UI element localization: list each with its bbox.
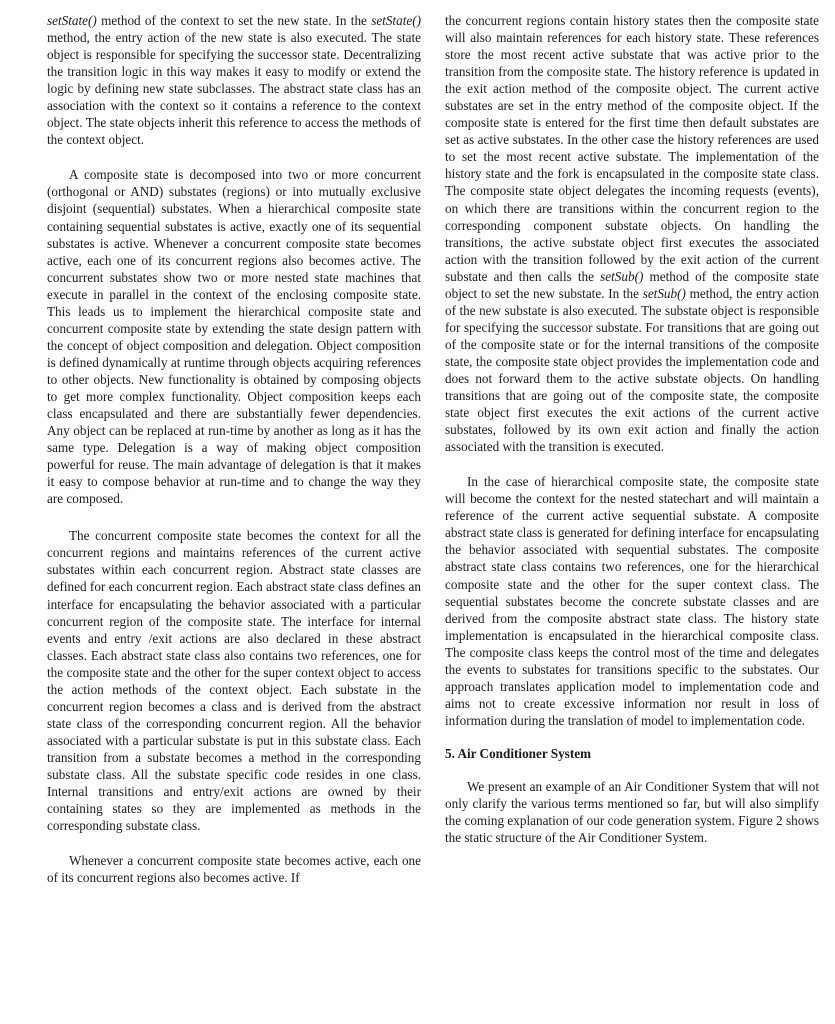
right-column <box>445 12 819 846</box>
paragraph-history-states: the concurrent regions contain history states then the composite state will also maintain references for each history state. These references store the most recent active substate that was active prior to the transition from the composite state. The history reference is updated in the exit action method of the composite object. The current active substates are set in the entry method of the composite object. If the composite state is entered for the first time then default substates are set as active substates. In the other case the history references are used to set the most recent active substate. The implementation of the history state and the fork is encapsulated in the composite state class. The composite state object delegates the incoming requests (events), on which there are transitions within the concurrent region to the corresponding component substate objects. On handling the transitions, the active substate object first executes the associated action with the transition followed by the exit action of the current substate and then calls the setSub() method of the composite state object to set the new substate. In the setSub() method, the entry action of the new substate is also executed. The substate object is responsible for specifying the successor substate. For transitions that are going out of the composite state or for the internal transitions of the composite state, the composite state object provides the implementation code and does not forward them to the active substate objects. On handling transitions that are going out of the composite state, the composite state object first executes the exit actions of the current active substates, followed by its own exit action and finally the action associated with the transition is executed. <box>445 13 820 455</box>
paragraph-concurrent-regions-active: Whenever a concurrent composite state becomes active, each one of its concurrent regions also becomes active. If <box>47 853 421 886</box>
method-name: setState() <box>47 13 97 28</box>
method-name: setSub() <box>600 268 644 284</box>
paragraph-air-conditioner-intro: We present an example of an Air Conditioner System that will not only clarify the various terms mentioned so far, but will also simplify the coming explanation of our code generation system. Figure 2 shows the static structure of the Air Conditioner System. <box>445 778 819 846</box>
paragraph-composite-state: A composite state is decomposed into two or more concurrent (orthogonal or AND) substates (regions) or into mutually exclusive disjoint (sequential) substates. When a hierarchical composite state containing sequential substates is active, exactly one of its sequential substates is active. Whenever a concurrent composite state becomes active, each one of its concurrent regions also becomes active. The concurrent substates show two or more nested state machines that execute in parallel in the context of the enclosing composite state. This leads us to implement the hierarchical composite state and concurrent composite state by extending the state design pattern with the concept of object composition and delegation. Object composition is defined dynamically at runtime through objects acquiring references to other objects. New functionality is obtained by composing objects to get more complex functionality. Object composition keeps each class encapsulated and there are substantially fewer dependencies. Any object can be replaced at run-time by another as long as it has the same type. Delegation is a way of making object composition powerful for reuse. The main advantage of delegation is that it makes it easy to compose behavior at run-time and to change the way they are composed. <box>47 167 421 507</box>
method-name: setState() <box>371 13 421 28</box>
paragraph-state-context: setState() method of the context to set the new state. In the setState() method, the entry action of the new state is also executed. The state object is responsible for specifying the successor state. Decentralizing the transition logic in this way makes it easy to modify or extend the logic by defining new state subclasses. The abstract state class has an association with the context so it contains a reference to the context object. The state objects inherit this reference to access the methods of the context object. <box>47 13 421 148</box>
section-heading: 5. Air Conditioner System <box>445 745 592 761</box>
method-name: setSub() <box>642 285 686 301</box>
paragraph-concurrent-composite-context: The concurrent composite state becomes the context for all the concurrent regions and maintains references of the current active substates within each concurrent region. Abstract state classes are defined for each concurrent region. Each abstract state class defines an interface for encapsulating the behavior associated with a particular concurrent region of the composite state. The interface for internal events and entry /exit actions are also declared in these abstract classes. Each abstract state class also contains two references, one for the composite state and the other for the super context object to access the action methods of the context object. Each substate in the concurrent region becomes a class and is derived from the abstract state class of the corresponding concurrent region. All the behavior associated with a particular substate is put in this substate class. Each transition from a substate becomes a method in the corresponding substate class. All the substate specific code resides in one class. Internal transitions and entry/exit actions are owned by their containing states so they are implemented as methods in the corresponding substate class. <box>47 528 421 834</box>
left-column <box>47 12 421 886</box>
paragraph-hierarchical-composite: In the case of hierarchical composite state, the composite state will become the context for the nested statechart and will maintain a reference of the current active sequential substate. A composite abstract state class is generated for defining interface for encapsulating the behavior associated with sequential substates. The composite abstract state class contains two references, one for the hierarchical composite state and the other for the super context class. The sequential substates become the concrete substate classes and are derived from the composite abstract state class. The history state implementation is encapsulated in the hierarchical composite class. The composite class keeps the control most of the time and delegates the events to substates for transitions specific to the substates. Our approach translates application model to implementation code and aims not to create excessive information nor result in loss of information during the translation of model to implementation code. <box>445 474 819 728</box>
